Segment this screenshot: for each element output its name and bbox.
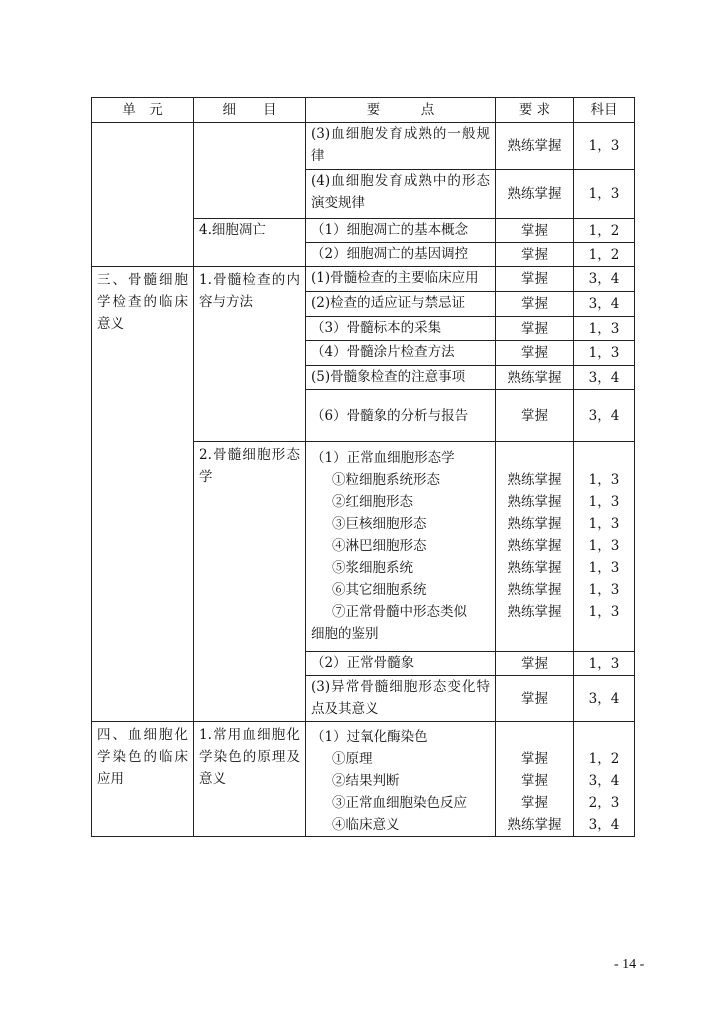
requirement-list	[496, 442, 574, 652]
requirement-cell: 掌握	[496, 341, 574, 366]
requirement-value: 掌握	[521, 751, 548, 767]
requirement-value: 熟练掌握	[507, 538, 562, 554]
sub-point: ④临床意义	[332, 817, 400, 833]
requirement-cell: 掌握	[496, 243, 574, 267]
page-number: - 14 -	[614, 957, 645, 972]
item-cell: 4.细胞凋亡	[194, 219, 306, 267]
point-cell: (1)骨髓检查的主要临床应用	[306, 267, 496, 292]
point-cell: （2）细胞凋亡的基因调控	[306, 243, 496, 267]
sub-point: ③正常血细胞染色反应	[332, 795, 467, 811]
header-subject: 科目	[574, 98, 635, 123]
subject-value: 1，2	[588, 751, 620, 767]
requirement-value: 熟练掌握	[507, 582, 562, 598]
table-header-row	[92, 98, 635, 123]
subject-cell: 1，3	[574, 652, 635, 676]
requirement-cell: 熟练掌握	[496, 123, 574, 170]
unit-cell-continued	[92, 123, 194, 267]
unit-cell: 三、骨髓细胞学检查的临床意义	[92, 267, 194, 722]
point-heading: （1）过氧化酶染色	[311, 729, 428, 745]
point-cell: （1）细胞凋亡的基本概念	[306, 219, 496, 243]
point-cell: (3)异常骨髓细胞形态变化特点及其意义	[306, 676, 496, 722]
point-cell: (3)血细胞发育成熟的一般规律	[306, 123, 496, 170]
point-cell: (2)检查的适应证与禁忌证	[306, 292, 496, 317]
sub-point: ①粒细胞系统形态	[332, 472, 440, 488]
sub-point: ④淋巴细胞形态	[332, 538, 427, 554]
subject-value: 2，3	[588, 795, 620, 811]
subject-cell: 1，2	[574, 243, 635, 267]
sub-point: ⑤浆细胞系统	[332, 560, 413, 576]
requirement-value: 熟练掌握	[507, 560, 562, 576]
subject-cell: 3，4	[574, 267, 635, 292]
requirement-value: 掌握	[521, 773, 548, 789]
requirement-cell: 掌握	[496, 267, 574, 292]
subject-cell: 1，3	[574, 123, 635, 170]
unit-cell: 四、血细胞化学染色的临床应用	[92, 722, 194, 837]
table-row	[92, 267, 635, 292]
requirement-value: 熟练掌握	[507, 817, 562, 833]
sub-point: ②红细胞形态	[332, 494, 413, 510]
subject-cell: 1，3	[574, 341, 635, 366]
requirement-cell: 熟练掌握	[496, 170, 574, 219]
sub-point: ⑦正常骨髓中形态类似	[332, 604, 467, 620]
requirement-cell: 掌握	[496, 219, 574, 243]
syllabus-table	[91, 97, 635, 837]
point-cell-list	[306, 442, 496, 652]
item-cell: 2.骨髓细胞形态学	[194, 442, 306, 722]
requirement-cell: 掌握	[496, 652, 574, 676]
subject-value: 1，3	[588, 604, 620, 620]
point-cell: （2）正常骨髓象	[306, 652, 496, 676]
point-cell: （4）骨髓涂片检查方法	[306, 341, 496, 366]
header-point: 要 点	[306, 98, 496, 123]
subject-value: 1，3	[588, 560, 620, 576]
subject-cell: 3，4	[574, 366, 635, 390]
requirement-value: 掌握	[521, 795, 548, 811]
subject-cell: 1，3	[574, 317, 635, 341]
table-row	[92, 722, 635, 837]
subject-list	[574, 442, 635, 652]
point-cell: (5)骨髓象检查的注意事项	[306, 366, 496, 390]
subject-cell: 1，3	[574, 170, 635, 219]
point-cell: (4)血细胞发育成熟中的形态演变规律	[306, 170, 496, 219]
requirement-value: 熟练掌握	[507, 472, 562, 488]
header-requirement: 要 求	[496, 98, 574, 123]
table-row	[92, 123, 635, 170]
subject-cell: 1，2	[574, 219, 635, 243]
subject-value: 1，3	[588, 494, 620, 510]
point-cell: （6）骨髓象的分析与报告	[306, 390, 496, 442]
sub-point: ①原理	[332, 751, 373, 767]
requirement-cell: 掌握	[496, 317, 574, 341]
subject-value: 1，3	[588, 582, 620, 598]
requirement-cell: 熟练掌握	[496, 366, 574, 390]
subject-value: 1，3	[588, 516, 620, 532]
subject-value: 3，4	[588, 773, 620, 789]
header-item: 细 目	[194, 98, 306, 123]
subject-list	[574, 722, 635, 837]
requirement-value: 熟练掌握	[507, 494, 562, 510]
point-cell-list	[306, 722, 496, 837]
sub-point: ②结果判断	[332, 773, 400, 789]
item-cell: 1.骨髓检查的内容与方法	[194, 267, 306, 442]
header-unit: 单 元	[92, 98, 194, 123]
sub-point: ⑥其它细胞系统	[332, 582, 427, 598]
point-cell: （3）骨髓标本的采集	[306, 317, 496, 341]
subject-cell: 3，4	[574, 676, 635, 722]
point-heading: （1）正常血细胞形态学	[311, 450, 455, 466]
subject-cell: 3，4	[574, 390, 635, 442]
requirement-cell: 掌握	[496, 292, 574, 317]
subject-value: 3，4	[588, 817, 620, 833]
requirement-value: 熟练掌握	[507, 516, 562, 532]
item-cell-continued	[194, 123, 306, 219]
sub-point: ③巨核细胞形态	[332, 516, 427, 532]
requirement-cell: 掌握	[496, 676, 574, 722]
subject-value: 1，3	[588, 538, 620, 554]
sub-point-continuation: 细胞的鉴别	[311, 626, 379, 642]
requirement-value: 熟练掌握	[507, 604, 562, 620]
subject-value: 1，3	[588, 472, 620, 488]
requirement-list	[496, 722, 574, 837]
item-cell: 1.常用血细胞化学染色的原理及意义	[194, 722, 306, 837]
subject-cell: 3，4	[574, 292, 635, 317]
requirement-cell: 掌握	[496, 390, 574, 442]
